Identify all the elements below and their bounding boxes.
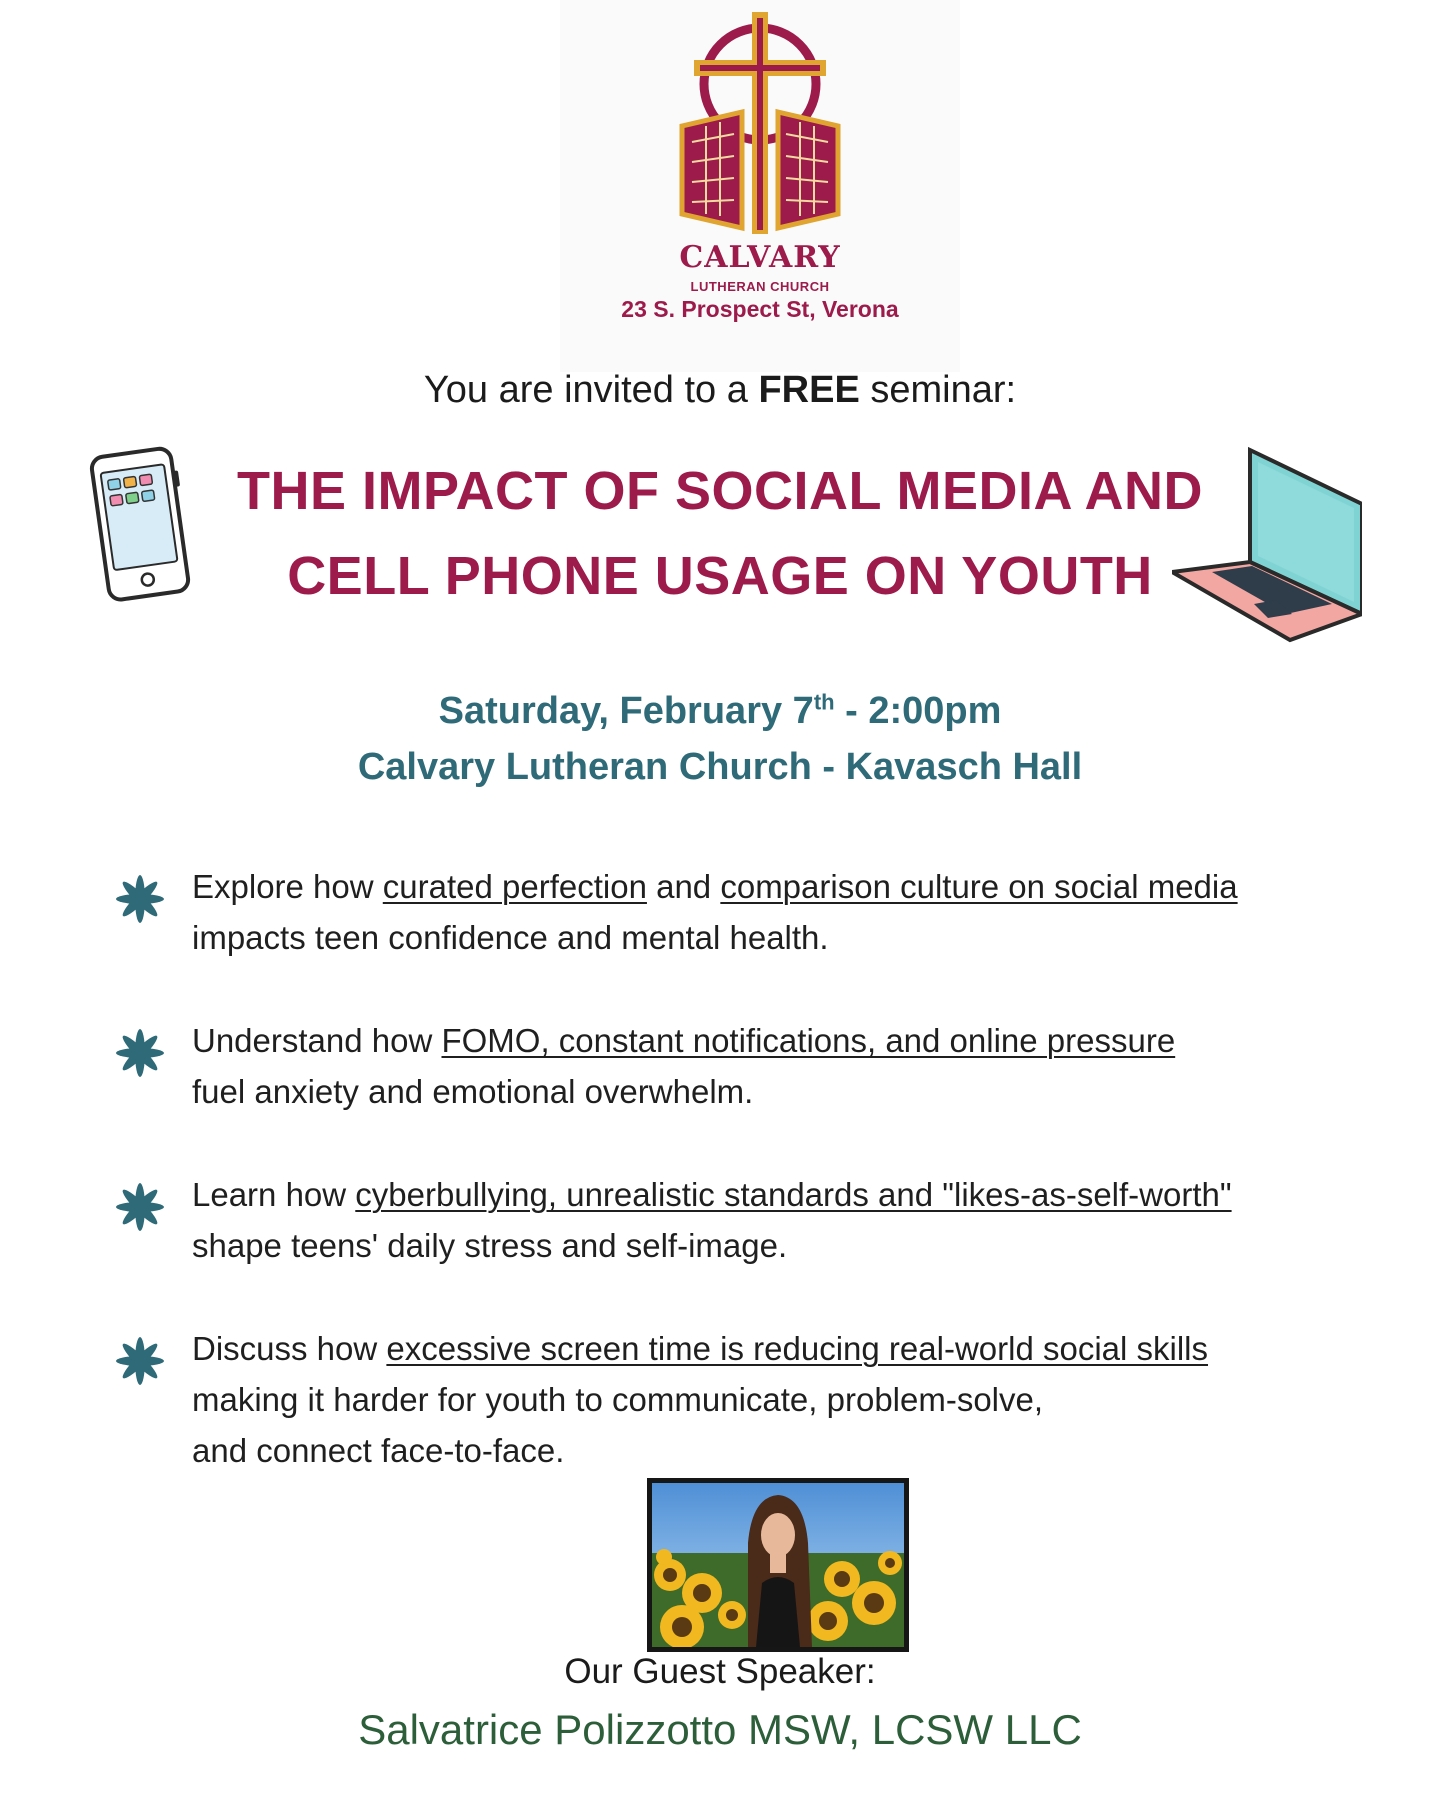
bullet-text <box>192 861 1392 963</box>
speaker-label: Our Guest Speaker: <box>564 1652 876 1691</box>
event-date-ordinal: th <box>813 689 835 715</box>
list-item <box>110 1323 1380 1493</box>
bullet-lead: Learn how <box>192 1176 356 1213</box>
bullet-underlined-phrase: comparison culture on social media <box>720 868 1238 905</box>
event-location: Calvary Lutheran Church - Kavasch Hall <box>357 746 1083 788</box>
bullet-tail: fuel anxiety and emotional overwhelm. <box>192 1073 754 1110</box>
bullet-underlined-phrase: cyberbullying, unrealistic standards and "likes-as-self-worth" <box>355 1176 1232 1213</box>
church-name: CALVARY <box>679 240 841 275</box>
asterisk-flower-icon <box>110 1331 170 1391</box>
invite-prefix: You are invited to a <box>423 369 759 411</box>
church-address: 23 S. Prospect St, Verona <box>621 296 899 322</box>
bullet-mid: and <box>646 868 721 905</box>
bullet-text <box>192 1015 1392 1117</box>
asterisk-flower-icon <box>110 869 170 929</box>
asterisk-flower-icon <box>110 1023 170 1083</box>
bullet-underlined-phrase: excessive screen time is reducing real-world social skills <box>386 1330 1209 1367</box>
bullet-tail: impacts teen confidence and mental health. <box>192 919 829 956</box>
list-item <box>110 1169 1380 1309</box>
event-date: Saturday, February 7 <box>438 690 814 732</box>
bullet-lead: Understand how <box>192 1022 442 1059</box>
church-subtitle: LUTHERAN CHURCH <box>690 279 830 294</box>
list-item <box>110 861 1380 1001</box>
bullet-tail: and connect face-to-face. <box>192 1432 565 1469</box>
invite-line <box>0 369 1440 412</box>
bullet-underlined-phrase: curated perfection <box>382 868 647 905</box>
event-time: - 2:00pm <box>834 690 1002 732</box>
speaker-photo <box>647 1478 909 1652</box>
church-logo <box>560 0 960 372</box>
speaker-portrait-image <box>652 1483 904 1647</box>
event-date-time <box>0 690 1440 733</box>
list-item <box>110 1015 1380 1155</box>
bullet-lead: Explore how <box>192 868 383 905</box>
bullet-tail: shape teens' daily stress and self-image. <box>192 1227 788 1264</box>
bullet-underlined-phrase: FOMO, constant notifications, and online pressure <box>441 1022 1176 1059</box>
bullet-text <box>192 1169 1392 1271</box>
asterisk-flower-icon <box>110 1177 170 1237</box>
bullet-text <box>192 1323 1392 1476</box>
invite-emphasis: FREE <box>758 369 860 411</box>
bullet-tail: making it harder for youth to communicate, problem-solve, <box>192 1381 1044 1418</box>
invite-suffix: seminar: <box>859 369 1017 411</box>
bullet-lead: Discuss how <box>192 1330 387 1367</box>
seminar-title-line-1: THE IMPACT OF SOCIAL MEDIA AND <box>237 461 1203 521</box>
cross-and-doors-logo-icon <box>668 8 852 238</box>
speaker-name: Salvatrice Polizzotto MSW, LCSW LLC <box>358 1706 1082 1753</box>
seminar-title-line-2: CELL PHONE USAGE ON YOUTH <box>287 546 1153 606</box>
